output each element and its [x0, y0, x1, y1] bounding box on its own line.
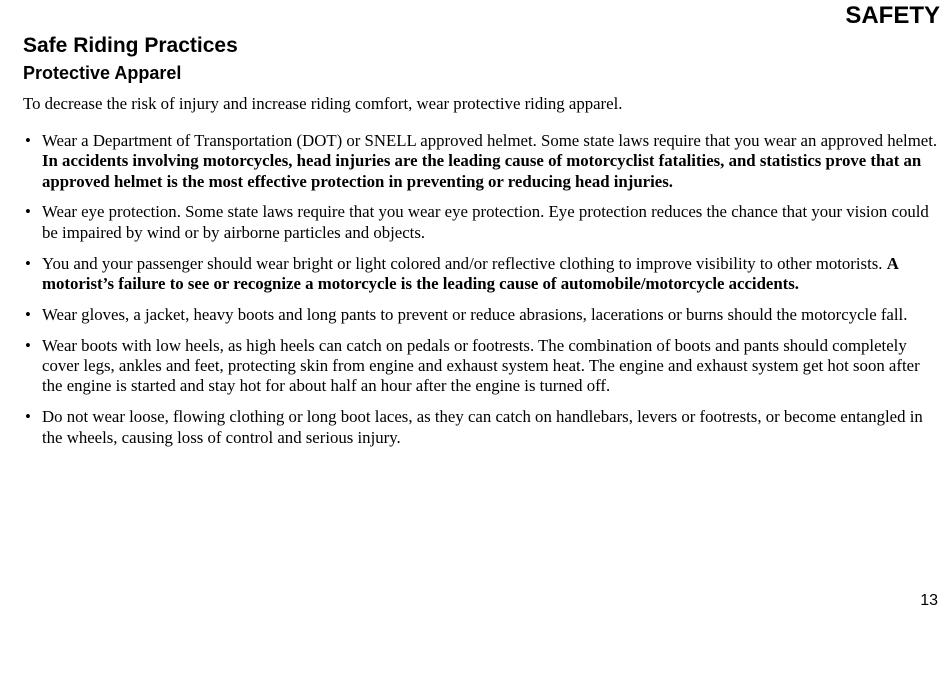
page-subtitle: Protective Apparel: [23, 63, 182, 83]
page-number: 13: [920, 592, 938, 609]
bullet-text: Wear boots with low heels, as high heels can catch on pedals or footrests. The combination of boots and pants should completely cover legs, ankles and feet, protecting skin from engine and exhaust system heat. The engine and exhaust system get hot soon after the engine is started and stay hot for about half an hour after the engine is turned off.: [42, 335, 920, 396]
bullet-text: Wear a Department of Transportation (DOT) or SNELL approved helmet. Some state laws require that you wear an approved helmet.: [42, 131, 938, 150]
bullet-text: Wear eye protection. Some state laws require that you wear eye protection. Eye protection reduces the chance that your vision could be impaired by wind or by airborne particles and objects.: [42, 202, 929, 242]
bullet-emphasis: In accidents involving motorcycles, head injuries are the leading cause of motorcyclist fatalities, and statistics prove that an approved helmet is the most effective protection in preventing or reducing head injuries.: [42, 151, 922, 191]
bullet-marker: •: [25, 407, 31, 427]
bullet-marker: •: [25, 335, 31, 355]
bullet-emphasis: A motorist’s failure to see or recognize a motorcycle is the leading cause of automobile/motorcycle accidents.: [42, 253, 898, 293]
bullet-item-visibility: [23, 254, 940, 295]
bullet-marker: •: [25, 131, 31, 150]
bullet-item-helmet: [23, 131, 940, 192]
bullet-marker: •: [25, 202, 31, 222]
bullet-item-loose-clothing: [23, 407, 940, 448]
bullet-marker: •: [25, 304, 31, 324]
intro-paragraph: To decrease the risk of injury and increase riding comfort, wear protective riding apparel.: [23, 94, 623, 113]
bullet-text: Do not wear loose, flowing clothing or long boot laces, as they can catch on handlebars, levers or footrests, or become entangled in the wheels, causing loss of control and serious injury.: [42, 407, 923, 447]
page-title: Safe Riding Practices: [23, 34, 238, 57]
bullet-item-boots: [23, 336, 940, 397]
bullet-item-eye-protection: [23, 202, 940, 243]
bullet-list: [23, 131, 940, 458]
bullet-item-gloves-jacket: [23, 305, 940, 325]
bullet-text: Wear gloves, a jacket, heavy boots and long pants to prevent or reduce abrasions, lacerations or burns should the motorcycle fall.: [42, 304, 908, 324]
section-label: SAFETY: [845, 2, 940, 29]
bullet-marker: •: [25, 253, 31, 273]
bullet-text: You and your passenger should wear bright or light colored and/or reflective clothing to improve visibility to other motorists.: [42, 253, 883, 273]
